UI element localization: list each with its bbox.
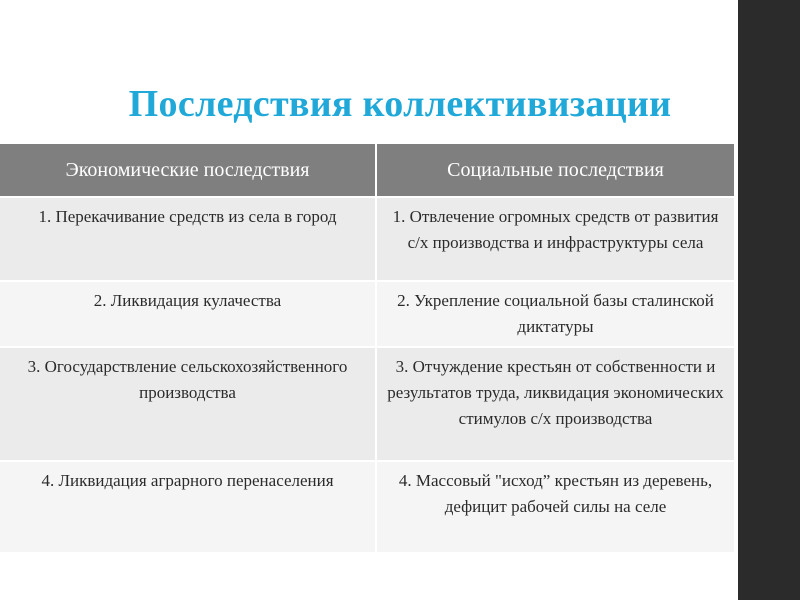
table-row xyxy=(0,281,734,347)
social-cell: 2. Укрепление социальной базы сталинской диктатуры xyxy=(376,281,734,347)
economic-cell: 1. Перекачивание средств из села в город xyxy=(0,197,376,281)
table-row xyxy=(0,197,734,281)
table-row xyxy=(0,347,734,461)
table-row xyxy=(0,461,734,552)
economic-cell: 2. Ликвидация кулачества xyxy=(0,281,376,347)
economic-cell: 3. Огосударствление сельскохозяйственного производства xyxy=(0,347,376,461)
side-band xyxy=(738,0,800,600)
header-social: Социальные последствия xyxy=(376,144,734,197)
social-cell: 1. Отвлечение огромных средств от развития с/х производства и инфраструктуры села xyxy=(376,197,734,281)
table-header-row xyxy=(0,144,734,197)
social-cell: 4. Массовый "исход” крестьян из деревень, дефицит рабочей силы на селе xyxy=(376,461,734,552)
social-cell: 3. Отчуждение крестьян от собственности и результатов труда, ликвидация экономических стимулов с/х производства xyxy=(376,347,734,461)
slide-title: Последствия коллективизации xyxy=(128,83,672,125)
consequences-table xyxy=(0,144,734,552)
header-economic: Экономические последствия xyxy=(0,144,376,197)
economic-cell: 4. Ликвидация аграрного перенаселения xyxy=(0,461,376,552)
